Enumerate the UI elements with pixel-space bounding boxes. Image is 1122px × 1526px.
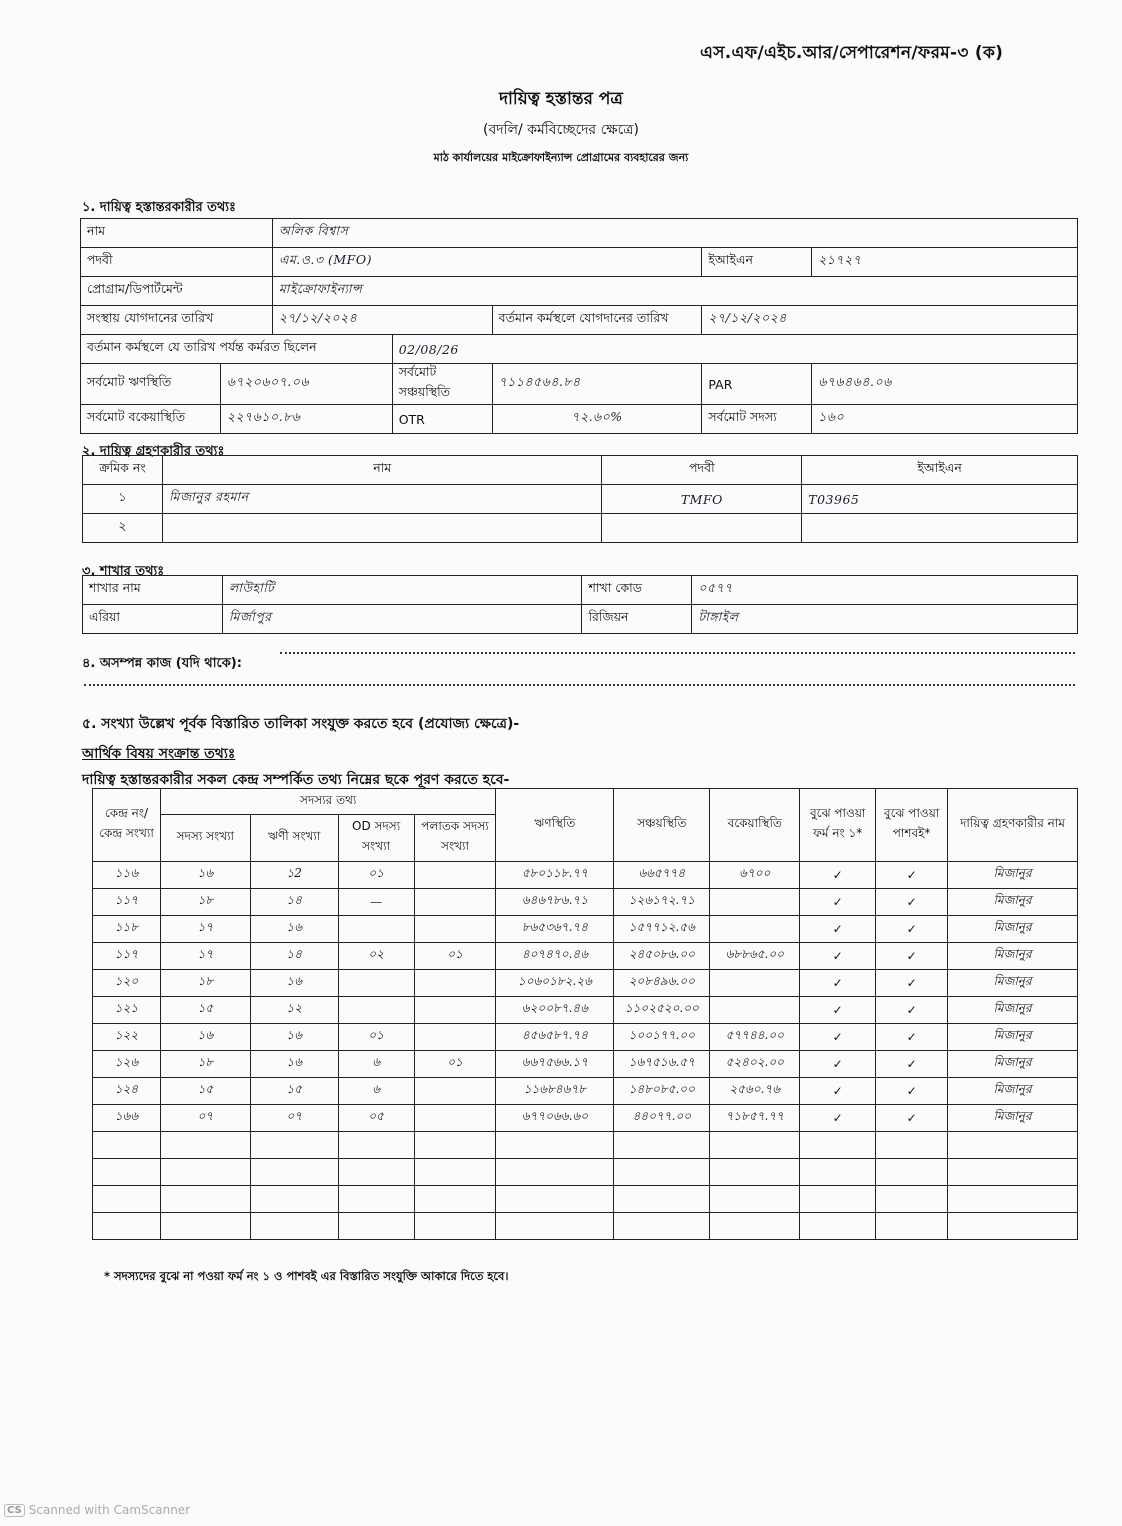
receiver-signature: মিজানুর [948,1105,1078,1132]
col-serial: ক্রমিক নং [83,456,163,485]
served-until-label: বর্তমান কর্মস্থলে যে তারিখ পর্যন্ত কর্মরত ছিলেন [81,335,393,364]
col-od-count: OD সদস্য সংখ্যা [338,815,414,862]
empty-cell [93,1159,161,1186]
empty-cell [800,1132,876,1159]
borrower-count: ১৬ [250,1024,338,1051]
form-received-check: ✓ [800,1051,876,1078]
borrower-count: ১৪ [250,889,338,916]
absconded-count [414,1105,496,1132]
empty-cell [93,1186,161,1213]
loan-balance: ৪৫৬৫৮৭.৭৪ [496,1024,614,1051]
table-row [93,889,1078,916]
member-count: ১৬ [160,862,250,889]
current-join-value: ২৭/১২/২০২৪ [702,306,1078,335]
empty-cell [614,1186,710,1213]
loan-balance: ৫৮০১১৮.৭৭ [496,862,614,889]
financial-table [92,788,1078,1240]
center-no: ১১৬ [93,862,161,889]
empty-cell [614,1213,710,1240]
receiver-designation: TMFO [602,485,802,514]
empty-table-row [93,1213,1078,1240]
passbook-received-check: ✓ [876,1078,948,1105]
center-no: ১২১ [93,997,161,1024]
center-no: ১১৭ [93,943,161,970]
join-date-label: সংস্থায় যোগদানের তারিখ [81,306,273,335]
member-count: ১৮ [160,970,250,997]
borrower-count: ১2 [250,862,338,889]
receiver-signature: মিজানুর [948,1078,1078,1105]
empty-cell [496,1159,614,1186]
borrower-count: ০৭ [250,1105,338,1132]
empty-cell [800,1186,876,1213]
absconded-count [414,1078,496,1105]
document-title: দায়িত্ব হস্তান্তর পত্র [499,89,623,109]
savings-balance: ৪৪০৭৭.০০ [614,1105,710,1132]
handover-giver-table [80,218,1078,434]
center-no: ১২০ [93,970,161,997]
name-value: অলিক বিশ্বাস [272,219,1077,248]
col-name: নাম [162,456,602,485]
empty-cell [160,1159,250,1186]
empty-cell [414,1159,496,1186]
loan-balance: ৬৪৬৭৮৬.৭১ [496,889,614,916]
form-received-check: ✓ [800,997,876,1024]
passbook-received-check: ✓ [876,916,948,943]
savings-balance: ২৪৫০৮৬.০০ [614,943,710,970]
absconded-count [414,916,496,943]
loan-balance: ৪০৭৪৭০.৪৬ [496,943,614,970]
branch-info-table [82,575,1078,634]
loan-balance: ৬৭৭০৬৬.৬০ [496,1105,614,1132]
total-savings-value: ৭১১৪৫৬৪.৮৪ [492,364,702,405]
table-row [93,1024,1078,1051]
form-code: এস.এফ/এইচ.আর/সেপারেশন/ফরম-৩ (ক) [700,43,1004,63]
overdue-balance [710,916,800,943]
savings-balance: ১৬৭৫১৬.৫৭ [614,1051,710,1078]
empty-cell [414,1213,496,1240]
section2-heading: ২. দায়িত্ব গ্রহণকারীর তথ্যঃ [82,444,225,459]
empty-cell [338,1132,414,1159]
receiver-signature: মিজানুর [948,862,1078,889]
passbook-received-check: ✓ [876,1024,948,1051]
section1-heading: ১. দায়িত্ব হস্তান্তরকারীর তথ্যঃ [82,200,236,215]
col-ein: ইআইএন [802,456,1078,485]
section3-heading: ৩. শাখার তথ্যঃ [82,564,165,579]
receiver-name [162,514,602,543]
absconded-count [414,970,496,997]
designation-value: এম.ও.৩ (MFO) [272,248,702,277]
served-until-value: 02/08/26 [392,335,1077,364]
absconded-count: ০১ [414,943,496,970]
col-member-count: সদস্য সংখ্যা [160,815,250,862]
borrower-count: ১৬ [250,970,338,997]
empty-cell [496,1213,614,1240]
empty-cell [710,1159,800,1186]
empty-cell [948,1186,1078,1213]
empty-table-row [93,1132,1078,1159]
od-count: ৬ [338,1051,414,1078]
document-subtitle-2: মাঠ কার্যালয়ের মাইক্রোফাইন্যান্স প্রোগ্রামের ব্যবহারের জন্য [433,151,689,164]
form-received-check: ✓ [800,889,876,916]
center-no: ১১৮ [93,916,161,943]
loan-balance: ৮৬৫৩৬৭.৭৪ [496,916,614,943]
empty-cell [93,1213,161,1240]
overdue-balance [710,889,800,916]
passbook-received-check: ✓ [876,943,948,970]
col-overdue: বকেয়াস্থিতি [710,789,800,862]
borrower-count: ১৪ [250,943,338,970]
absconded-count [414,1024,496,1051]
empty-cell [160,1213,250,1240]
section4-heading: ৪. অসম্পন্ন কাজ (যদি থাকে): [82,656,242,671]
total-loan-value: ৬৭২০৬০৭.০৬ [220,364,392,405]
camscanner-logo-icon: CS [4,1504,25,1517]
absconded-count [414,862,496,889]
borrower-count: ১২ [250,997,338,1024]
member-count: ০৭ [160,1105,250,1132]
absconded-count [414,889,496,916]
ein-value: ২১৭২৭ [812,248,1078,277]
empty-cell [800,1213,876,1240]
loan-balance: ৬৬৭৫৬৬.১৭ [496,1051,614,1078]
form-received-check: ✓ [800,862,876,889]
empty-cell [160,1132,250,1159]
section5-subheading: আর্থিক বিষয় সংক্রান্ত তথ্যঃ [82,746,236,762]
overdue-balance: ৫৭৭৪৪.০০ [710,1024,800,1051]
empty-cell [710,1186,800,1213]
area-value: মির্জাপুর [222,605,582,634]
table-row [93,1078,1078,1105]
savings-balance: ৬৬৫৭৭৪ [614,862,710,889]
table-row [93,1105,1078,1132]
member-count: ১৫ [160,997,250,1024]
table-row [83,514,1078,543]
empty-cell [710,1132,800,1159]
section5-heading: ৫. সংখ্যা উল্লেখ পূর্বক বিস্তারিত তালিকা সংযুক্ত করতে হবে (প্রযোজ্য ক্ষেত্রে)- [82,716,520,732]
receiver-signature: মিজানুর [948,1051,1078,1078]
receiver-ein [802,514,1078,543]
form-received-check: ✓ [800,1105,876,1132]
empty-cell [160,1186,250,1213]
od-count: — [338,889,414,916]
savings-balance: ২০৮৪৯৬.০০ [614,970,710,997]
empty-table-row [93,1186,1078,1213]
member-count: ১৫ [160,1078,250,1105]
passbook-received-check: ✓ [876,862,948,889]
empty-cell [338,1159,414,1186]
section5-instruction: দায়িত্ব হস্তান্তরকারীর সকল কেন্দ্র সম্পর্কিত তথ্য নিম্নের ছকে পূরণ করতে হবে- [82,772,510,788]
empty-cell [614,1159,710,1186]
total-savings-label: সর্বমোট সঞ্চয়স্থিতি [392,364,492,405]
region-label: রিজিয়ন [582,605,692,634]
empty-cell [250,1132,338,1159]
empty-cell [338,1213,414,1240]
empty-cell [876,1213,948,1240]
receiver-signature: মিজানুর [948,943,1078,970]
col-absconded: পলাতক সদস্য সংখ্যা [414,815,496,862]
incomplete-work-line-2 [84,684,1075,686]
overdue-balance: ৬৮৮৬৫.০০ [710,943,800,970]
savings-balance: ১২৬১৭২.৭১ [614,889,710,916]
borrower-count: ১৫ [250,1078,338,1105]
od-count: ০১ [338,1024,414,1051]
center-no: ১২২ [93,1024,161,1051]
empty-cell [948,1213,1078,1240]
overdue-balance: ২৫৬০.৭৬ [710,1078,800,1105]
camscanner-text: Scanned with CamScanner [28,1503,191,1517]
overdue-balance: ৭১৮৫৭.৭৭ [710,1105,800,1132]
area-label: এরিয়া [83,605,223,634]
designation-label: পদবী [81,248,273,277]
serial: ২ [83,514,163,543]
empty-cell [250,1213,338,1240]
empty-cell [876,1159,948,1186]
passbook-received-check: ✓ [876,1051,948,1078]
total-members-value: ১৬০ [812,405,1078,434]
member-count: ১৮ [160,889,250,916]
total-loan-label: সর্বমোট ঋণস্থিতি [81,364,221,405]
table-row [93,1051,1078,1078]
empty-cell [496,1132,614,1159]
center-no: ১২৪ [93,1078,161,1105]
receiver-designation [602,514,802,543]
branch-name-label: শাখার নাম [83,576,223,605]
empty-cell [338,1186,414,1213]
form-received-check: ✓ [800,1024,876,1051]
otr-value: ৭২.৬০% [492,405,702,434]
od-count: ০১ [338,862,414,889]
incomplete-work-line-1 [280,652,1075,654]
table-row [93,997,1078,1024]
loan-balance: ১০৬০১৮২.২৬ [496,970,614,997]
receiver-signature: মিজানুর [948,889,1078,916]
passbook-received-check: ✓ [876,889,948,916]
handover-receiver-table [82,455,1078,543]
savings-balance: ১৫৭৭১২.৫৬ [614,916,710,943]
center-no: ১১৭ [93,889,161,916]
total-members-label: সর্বমোট সদস্য [702,405,812,434]
od-count: ৬ [338,1078,414,1105]
member-count: ১৬ [160,1024,250,1051]
document-subtitle: (বদলি/ কর্মবিচ্ছেদের ক্ষেত্রে) [483,122,639,138]
name-label: নাম [81,219,273,248]
od-count [338,916,414,943]
member-count: ১৮ [160,1051,250,1078]
col-form-received: বুঝে পাওয়া ফর্ম নং ১* [800,789,876,862]
borrower-count: ১৬ [250,1051,338,1078]
col-designation: পদবী [602,456,802,485]
empty-cell [614,1132,710,1159]
form-received-check: ✓ [800,943,876,970]
receiver-ein: T03965 [802,485,1078,514]
col-loan: ঋণস্থিতি [496,789,614,862]
current-join-label: বর্তমান কর্মস্থলে যোগদানের তারিখ [492,306,702,335]
total-overdue-label: সর্বমোট বকেয়াস্থিতি [81,405,221,434]
ein-label: ইআইএন [702,248,812,277]
empty-cell [710,1213,800,1240]
camscanner-watermark [4,1503,190,1517]
od-count: ০৫ [338,1105,414,1132]
savings-balance: ১৪৮০৮৫.০০ [614,1078,710,1105]
table-row [83,485,1078,514]
footnote: * সদস্যদের বুঝে না পওয়া ফর্ম নং ১ ও পাশবই এর বিস্তারিত সংযুক্তি আকারে দিতে হবে। [104,1269,509,1283]
table-row [93,916,1078,943]
loan-balance: ১১৬৮৪৬৭৮ [496,1078,614,1105]
empty-cell [496,1186,614,1213]
center-no: ১৬৬ [93,1105,161,1132]
absconded-count: ০১ [414,1051,496,1078]
receiver-signature: মিজানুর [948,1024,1078,1051]
region-value: টাঙ্গাইল [692,605,1078,634]
table-row [93,970,1078,997]
member-count: ১৭ [160,916,250,943]
center-no: ১২৬ [93,1051,161,1078]
par-label: PAR [702,364,812,405]
empty-table-row [93,1159,1078,1186]
passbook-received-check: ✓ [876,1105,948,1132]
branch-code-value: ০৫৭৭ [692,576,1078,605]
col-borrower-count: ঋণী সংখ্যা [250,815,338,862]
join-date-value: ২৭/১২/২০২৪ [272,306,492,335]
overdue-balance: ৬৭০০ [710,862,800,889]
receiver-name: মিজানুর রহমান [162,485,602,514]
member-count: ১৭ [160,943,250,970]
od-count: ০২ [338,943,414,970]
loan-balance: ৬২০০৮৭.৪৬ [496,997,614,1024]
overdue-balance [710,970,800,997]
otr-label: OTR [392,405,492,434]
empty-cell [414,1186,496,1213]
empty-cell [93,1132,161,1159]
passbook-received-check: ✓ [876,970,948,997]
col-savings: সঞ্চয়স্থিতি [614,789,710,862]
overdue-balance: ৫২৪০২.০০ [710,1051,800,1078]
savings-balance: ১১০২৫২০.০০ [614,997,710,1024]
table-row [93,943,1078,970]
od-count [338,997,414,1024]
branch-code-label: শাখা কোড [582,576,692,605]
form-received-check: ✓ [800,1078,876,1105]
empty-cell [250,1159,338,1186]
program-value: মাইক্রোফাইন্যান্স [272,277,1077,306]
empty-cell [250,1186,338,1213]
empty-cell [948,1132,1078,1159]
col-group-members: সদস্যর তথ্য [160,789,496,815]
empty-cell [876,1186,948,1213]
empty-cell [414,1132,496,1159]
form-received-check: ✓ [800,970,876,997]
program-label: প্রোগ্রাম/ডিপার্টমেন্ট [81,277,273,306]
absconded-count [414,997,496,1024]
borrower-count: ১৬ [250,916,338,943]
branch-name-value: লাউহাটি [222,576,582,605]
receiver-signature: মিজানুর [948,997,1078,1024]
table-row [93,862,1078,889]
receiver-signature: মিজানুর [948,916,1078,943]
total-overdue-value: ২২৭৬১০.৮৬ [220,405,392,434]
receiver-signature: মিজানুর [948,970,1078,997]
passbook-received-check: ✓ [876,997,948,1024]
col-center: কেন্দ্র নং/কেন্দ্র সংখ্যা [93,789,161,862]
col-receiver-name: দায়িত্ব গ্রহণকারীর নাম [948,789,1078,862]
od-count [338,970,414,997]
col-passbook-received: বুঝে পাওয়া পাশবই* [876,789,948,862]
overdue-balance [710,997,800,1024]
par-value: ৬৭৬৪৬৪.০৬ [812,364,1078,405]
empty-cell [876,1132,948,1159]
savings-balance: ১০০১৭৭.০০ [614,1024,710,1051]
serial: ১ [83,485,163,514]
empty-cell [948,1159,1078,1186]
form-received-check: ✓ [800,916,876,943]
empty-cell [800,1159,876,1186]
